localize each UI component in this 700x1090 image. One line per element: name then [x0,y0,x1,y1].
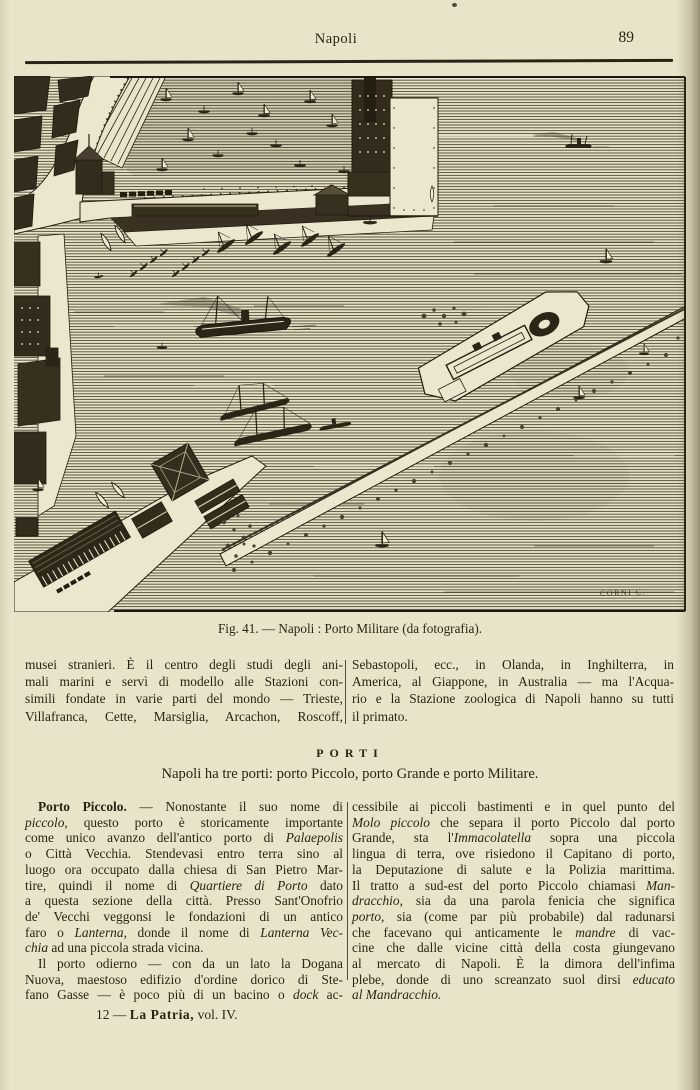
text-line: il primato. [352,708,408,724]
ink-speck [452,3,457,7]
text-line: a questa sezione della città. Presso Sant'Onofrio [25,893,343,909]
text-line: chia ad una piccola strada vicina. [25,940,204,956]
text-line: come unico avanzo dell'antico porto di Palaepolis [25,830,343,846]
figure-caption: Fig. 41. — Napoli : Porto Militare (da fotografia). [217,621,483,636]
text-line: de' Vecchi veggonsi le fondazioni di un antico [25,908,343,924]
page-header-title: Napoli [314,31,358,47]
porto-militare-engraving [14,76,686,612]
text-line: musei stranieri. È il centro degli studi degli ani- [25,657,343,672]
figure-porto-militare [14,76,686,612]
text-line: Il tratto a sud-est del porto Piccolo chiamasi Man- [352,877,675,893]
text-line: cine che dalle vicine città della costa giungevano [352,940,675,956]
porto-piccolo-right-column [352,799,675,1003]
text-line: o Città Vecchia. Stendevasi entro terra sino al [25,846,343,862]
text-line: Villafranca, Cette, Marsiglia, Arcachon, Roscoff, [25,708,343,724]
text-line: tire, quindi il nome di Quartiere di Porto dato [25,877,343,893]
text-line: simili fondate in varie parti del mondo — Trieste, [25,691,343,707]
footer-volume: vol. IV. [194,1007,238,1022]
text-line: al mercato di Napoli. È la dimora dell'infima [352,956,675,972]
text-line: faro o Lanterna, donde il nome di Lanterna Vec- [25,924,343,940]
text-line: Il porto odierno — con da un lato la Dogana [38,956,343,972]
text-line: luogo ora occupato dalla chiesa di San Pietro Mar- [25,861,343,877]
text-line: America, al Giappone, in Australia — ma l'Acqua- [352,674,674,690]
text-line: rio e la Stazione zoologica di Napoli hanno su tutti [352,691,674,707]
column-divider [345,660,346,724]
ports-lead: Napoli ha tre porti: porto Piccolo, porto Grande e porto Militare. [161,766,539,782]
column-divider-2 [347,802,348,980]
text-line: Nuova, maestoso edifizio d'ordine dorico di Ste- [25,971,343,987]
text-line: Sebastopoli, ecc., in Olanda, in Inghilterra, in [352,657,674,672]
text-line: Molo piccolo che separa il porto Piccolo dal porto [352,814,675,830]
footer-page-prefix: 12 — [96,1007,130,1022]
page-number: 89 [618,29,634,46]
text-line: al Mandracchio. [352,987,442,1003]
text-line: dracchio, sia da una parola fenicia che significa [352,893,675,909]
text-line: plebe, donde di uno screanzato suol dirsi educato [352,971,675,987]
text-line: cessibile ai piccoli bastimenti e in quel punto del [352,799,675,814]
text-line: porto, sia (come par più probabile) dal radunarsi [352,908,675,924]
text-line: Grande, sta l'Immacolatella sopra una piccola [352,830,675,846]
text-line: Porto Piccolo. — Nonostante il suo nome di [38,799,343,814]
text-line: fano Gasse — è poco più di un bacino o dock ac- [25,987,343,1003]
text-line: che facevano qui anticamente le mandre di vac- [352,924,675,940]
footer-book-title: La Patria, [129,1007,195,1022]
footer-volume-line [96,1007,238,1023]
text-line: mali marini e servì di modello alle Stazioni con- [25,674,343,690]
intro-left-column [25,656,343,725]
text-line: piccolo, questo porto è storicamente importante [25,814,343,830]
engraver-signature: CORNI C. [599,587,647,598]
header-rule [25,59,673,64]
ports-heading: PORTI [316,746,384,760]
text-line: lingua di terra, ove risiedono il Capitano di porto, [352,846,675,862]
intro-right-column [352,656,674,725]
text-line: la Deputazione di salute e la Polizia marittima. [352,861,675,877]
porto-piccolo-left-column [25,799,343,1003]
